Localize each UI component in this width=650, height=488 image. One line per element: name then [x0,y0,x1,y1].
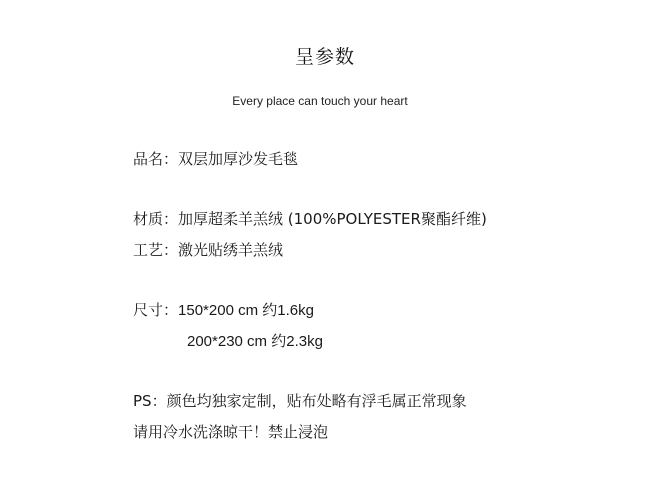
spec-size-2 [187,330,323,351]
page-subtitle: Every place can touch your heart [232,94,408,108]
spec-note-1: PS：颜色均独家定制，贴布处略有浮毛属正常现象 [133,392,467,410]
spec-size-2-value: 200*230 cm 约2.3kg [187,333,323,350]
spec-material: 材质：加厚超柔羊羔绒 (100%POLYESTER聚酯纤维) [133,210,487,228]
spec-size-row [133,299,314,320]
spec-size-label: 尺寸： [133,301,179,319]
spec-craft: 工艺：激光贴绣羊羔绒 [133,241,284,259]
spec-note-2: 请用冷水洗涤晾干！禁止浸泡 [133,423,329,441]
page-title: 呈参数 [294,46,355,68]
spec-size-1: 150*200 cm 约1.6kg [178,302,314,319]
spec-product-name: 品名：双层加厚沙发毛毯 [133,150,299,168]
